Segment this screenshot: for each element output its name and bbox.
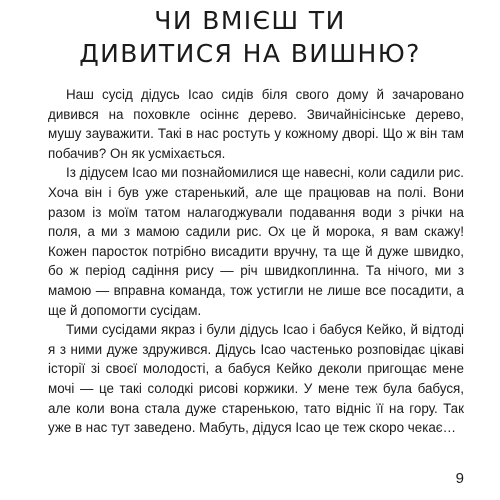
paragraph: Наш сусід дідусь Ісао сидів біля свого дому й зачаровано дивився на поховкле осіннє дерево. Звичайнісінське дерево, мушу зауважити. Такі в нас ростуть у кожному дворі. Що ж він там побачив? Он як усміхається.	[48, 87, 464, 161]
paragraph: Із дідусем Ісао ми познайомилися ще навесні, коли садили рис. Хоча він і був уже старенький, але ще працював на полі. Вони разом із моїм татом налагоджували подавання води з річки на поля, а ми з мамою садили рис. Ох це й морока, я вам скажу! Кожен паросток потрібно висадити вручну, та ще й дуже швидко, бо ж період садіння рису — річ швидкоплинна. Та нічого, ми з мамою — вправна команда, тож устигли не лише все посадити, а ще й допомогти сусідам.	[48, 165, 464, 318]
paragraph: Тими сусідами якраз і були дідусь Ісао і бабуся Кейко, й відтоді я з ними дуже здружився. Дідусь Ісао частенько розповідає цікаві історії зі своєї молодості, а бабуся Кейко деколи пригощає мене мочі — це такі солодкі рисові коржики. У мене теж була бабуся, але коли вона стала дуже старенькою, тато відніс її на гору. Так уже в нас тут заведено. Мабуть, дідуся Ісао це теж скоро чекає…	[48, 322, 464, 436]
body-text	[48, 85, 464, 438]
page-title-line-2: ДИВИТИСЯ НА ВИШНЮ?	[79, 39, 421, 68]
page-title	[0, 4, 500, 70]
page-number: 9	[455, 470, 464, 487]
page-title-line-1: ЧИ ВМІЄШ ТИ	[154, 6, 346, 35]
